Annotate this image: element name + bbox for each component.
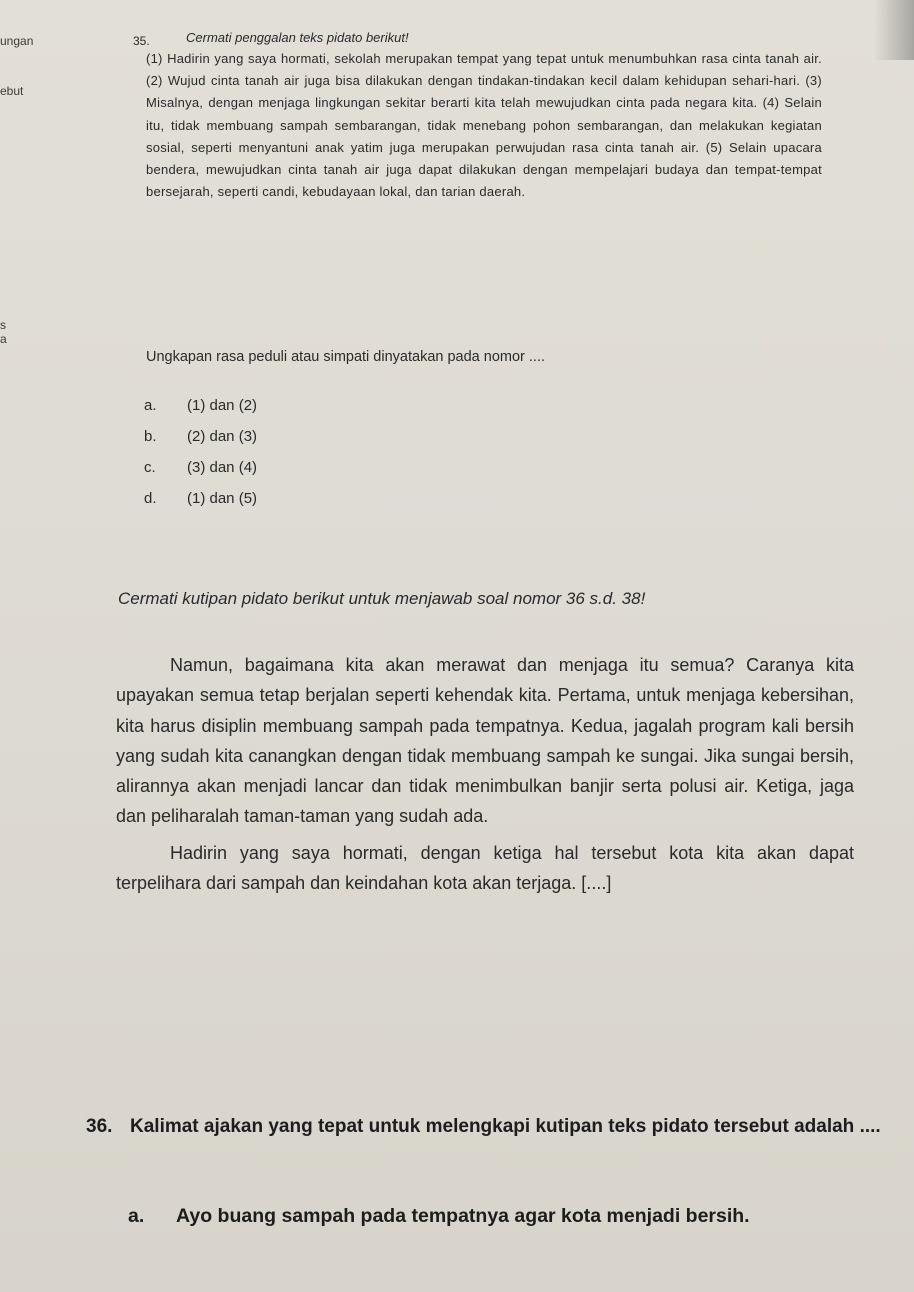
- question-35-number: 35.: [133, 34, 150, 48]
- speech-excerpt: [116, 650, 854, 898]
- speech-paragraph-1: Namun, bagaimana kita akan merawat dan menjaga itu semua? Caranya kita upayakan semua tetap berjalan seperti kehendak kita. Pertama, untuk menjaga kebersihan, kita harus disiplin membuang sampah pada tempatnya. Kedua, jagalah program kali bersih yang sudah kita canangkan dengan tidak membuang sampah ke sungai. Jika sungai bersih, alirannya akan menjadi lancar dan tidak menimbulkan banjir serta polusi air. Ketiga, jaga dan peliharalah taman-taman yang sudah ada.: [116, 655, 854, 827]
- option-d[interactable]: [144, 483, 257, 514]
- reading-instruction: Cermati kutipan pidato berikut untuk menjawab soal nomor 36 s.d. 38!: [118, 589, 646, 608]
- margin-fragment: s: [0, 318, 6, 332]
- option-letter: d.: [144, 490, 157, 507]
- margin-fragment: ungan: [0, 34, 34, 48]
- question-35-passage: (1) Hadirin yang saya hormati, sekolah merupakan tempat yang tepat untuk menumbuhkan rasa cinta tanah air. (2) Wujud cinta tanah air juga bisa dilakukan dengan tindakan-tindakan kecil dalam kehidupan sehari-hari. (3) Misalnya, dengan menjaga lingkungan sekitar berarti kita telah mewujudkan cinta pada negara kita. (4) Selain itu, tidak membuang sampah sembarangan, tidak menebang pohon sembarangan, dan melakukan kegiatan sosial, seperti menyantuni anak yatim juga merupakan perwujudan rasa cinta tanah air. (5) Selain upacara bendera, mewujudkan cinta tanah air juga dapat dilakukan dengan mempelajari budaya dan tempat-tempat bersejarah, seperti candi, kebudayaan lokal, dan tarian daerah.: [146, 51, 822, 200]
- option-text: (1) dan (5): [187, 490, 258, 507]
- option-a[interactable]: [144, 390, 257, 421]
- option-text: Ayo buang sampah pada tempatnya agar kota menjadi bersih.: [176, 1205, 750, 1227]
- question-35-options: [144, 390, 257, 514]
- question-36-number: 36.: [86, 1116, 113, 1137]
- option-c[interactable]: [144, 452, 257, 483]
- margin-fragment: ebut: [0, 84, 24, 98]
- question-36-prompt: Kalimat ajakan yang tepat untuk melengkapi kutipan teks pidato tersebut adalah ....: [130, 1116, 881, 1137]
- question-35-heading: Cermati penggalan teks pidato berikut!: [186, 30, 409, 45]
- option-letter: b.: [144, 428, 157, 445]
- option-letter: a.: [144, 397, 157, 414]
- option-text: (2) dan (3): [187, 428, 258, 445]
- option-text: (3) dan (4): [187, 459, 258, 476]
- option-text: (1) dan (2): [187, 397, 258, 414]
- page-edge-shadow: [874, 0, 914, 60]
- question-36-option-a[interactable]: [128, 1205, 750, 1228]
- question-35-prompt: Ungkapan rasa peduli atau simpati dinyatakan pada nomor ....: [146, 349, 545, 365]
- option-letter: c.: [144, 459, 156, 476]
- speech-paragraph-2: Hadirin yang saya hormati, dengan ketiga hal tersebut kota kita akan dapat terpelihara dari sampah dan keindahan kota akan terjaga. [....]: [116, 842, 854, 894]
- option-letter: a.: [128, 1205, 145, 1227]
- margin-fragment: a: [0, 332, 7, 346]
- question-36: [86, 1111, 886, 1143]
- option-b[interactable]: [144, 421, 257, 452]
